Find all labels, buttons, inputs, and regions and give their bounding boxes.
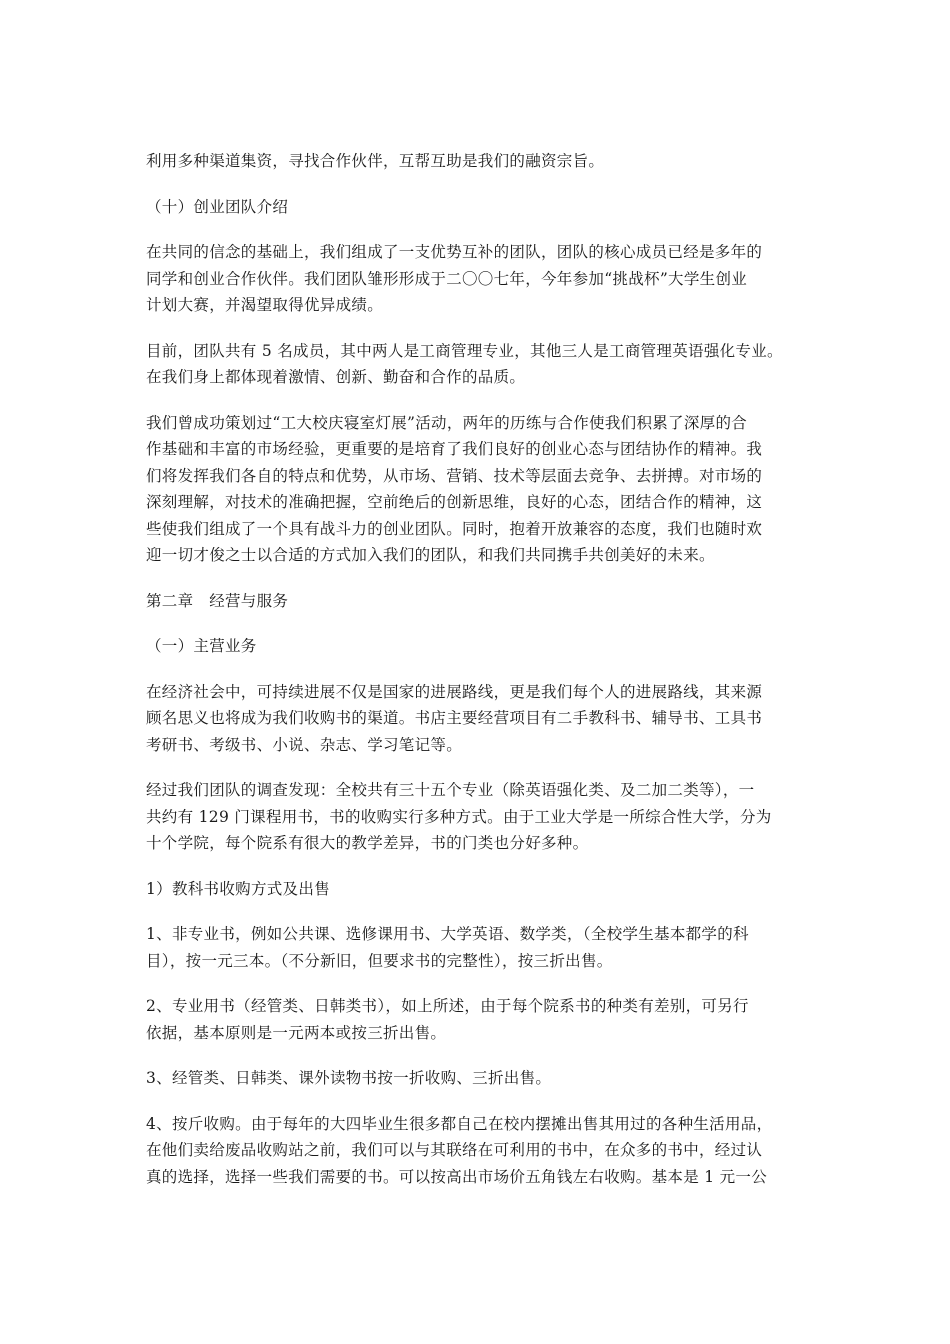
section-heading-team-intro: （十）创业团队介绍 [146, 197, 289, 216]
subsection-heading-textbook-purchase: 1）教科书收购方式及出售 [146, 879, 330, 898]
paragraph-survey-findings: 经过我们团队的调查发现：全校共有三十五个专业（除英语强化类、及二加二类等），一 共约有 129 门课程用书，书的收购实行多种方式。由于工业大学是一所综合性大学，分为 十个学院，每个院系有很大的教学差异，书的门类也分好多种。 [146, 781, 772, 852]
list-item-major-books: 2、专业用书（经管类、日韩类书），如上所述，由于每个院系书的种类有差别，可另行 依据，基本原则是一元两本或按三折出售。 [146, 997, 749, 1042]
list-item-non-major-books: 1、非专业书，例如公共课、选修课用书、大学英语、数学类，（全校学生基本都学的科 目），按一元三本。（不分新旧，但要求书的完整性），按三折出售。 [146, 925, 749, 970]
section-heading-main-business: （一）主营业务 [146, 637, 257, 655]
paragraph-team-foundation: 在共同的信念的基础上，我们组成了一支优势互补的团队，团队的核心成员已经是多年的 同学和创业合作伙伴。我们团队雏形形成于二〇〇七年，今年参加“挑战杯”大学生创业 计划大赛，并渴望取得优异成绩。 [146, 243, 763, 314]
list-item-management-books: 3、经管类、日韩类、课外读物书按一折收购、三折出售。 [146, 1069, 552, 1087]
paragraph-team-experience: 我们曾成功策划过“工大校庆寝室灯展”活动，两年的历练与合作使我们积累了深厚的合 作基础和丰富的市场经验，更重要的是培育了我们良好的创业心态与团结协作的精神。我 们将发挥我们各自的特点和优势，从市场、营销、技术等层面去竞争、去拼搏。对市场的 深刻理解，对技术的准确把握，空前绝后的创新思维，良好的心态，团结合作的精神，这 些使我们组成了一个具有战斗力的创业团队。同时，抱着开放兼容的态度，我们也随时欢 迎一切才俊之士以合适的方式加入我们的团队，和我们共同携手共创美好的未来。 [146, 413, 763, 564]
paragraph-business-scope: 在经济社会中，可持续进展不仅是国家的进展路线，更是我们每个人的进展路线，其来源 顾名思义也将成为我们收购书的渠道。书店主要经营项目有二手教科书、辅导书、工具书 考研书、考级书、小说、杂志、学习笔记等。 [146, 682, 763, 754]
chapter-heading-operations: 第二章 经营与服务 [146, 591, 289, 610]
document-body [146, 148, 814, 1209]
list-item-weight-purchase: 4、按斤收购。由于每年的大四毕业生很多都自己在校内摆摊出售其用过的各种生活用品， 在他们卖给废品收购站之前，我们可以与其联络在可利用的书中，在众多的书中，经过认 真的选择，选择一些我们需要的书。可以按高出市场价五角钱左右收购。基本是 1 元一公 [146, 1114, 773, 1186]
paragraph-team-members: 目前，团队共有 5 名成员，其中两人是工商管理专业，其他三人是工商管理英语强化专业。 在我们身上都体现着激情、创新、勤奋和合作的品质。 [146, 341, 783, 386]
paragraph-financing-principle: 利用多种渠道集资，寻找合作伙伴，互帮互助是我们的融资宗旨。 [146, 152, 605, 170]
